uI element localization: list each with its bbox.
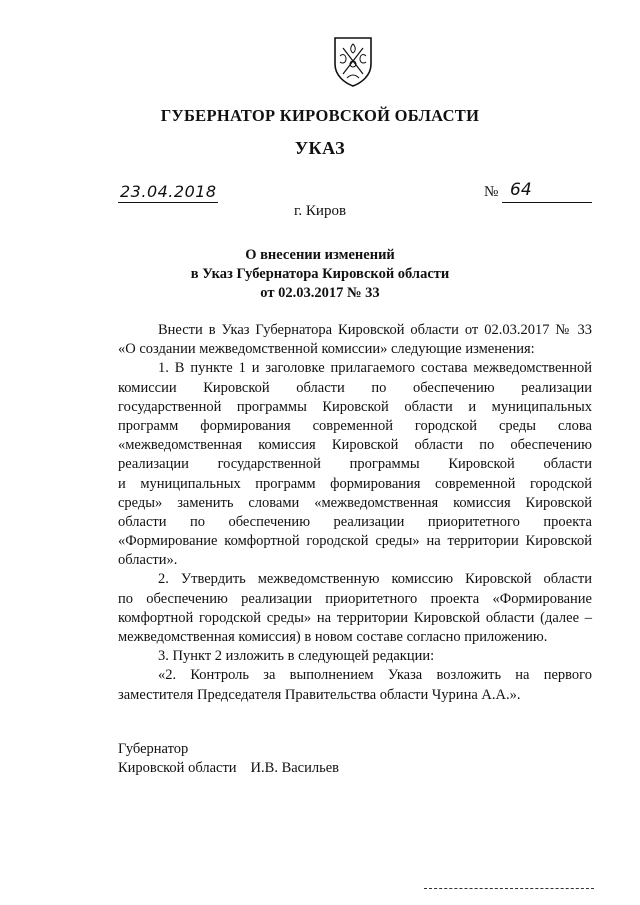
body-line: комиссии Кировской области по обеспечению реализации xyxy=(118,379,592,396)
body-line: области по обеспечению реализации приоритетного проекта xyxy=(118,513,592,530)
signature-block xyxy=(118,740,339,778)
body-line: среды» заменить словами «межведомственная комиссия Кировской xyxy=(118,494,592,511)
subject-line: от 02.03.2017 № 33 xyxy=(260,285,380,301)
body-line: заместителя Председателя Правительства области Чурина А.А.». xyxy=(118,686,521,703)
body-line: «межведомственная комиссия Кировской области по обеспечению xyxy=(118,437,592,454)
body-line: комфортной городской среды» на территории Кировской области (далее – xyxy=(118,609,592,626)
signatory-name: И.В. Васильев xyxy=(250,760,339,776)
body-line: 3. Пункт 2 изложить в следующей редакции: xyxy=(158,648,435,665)
number-sign: № xyxy=(484,184,499,200)
body-line: «Формирование комфортной городской среды» на территории Кировской xyxy=(118,533,592,550)
body-line: области». xyxy=(118,552,178,569)
body-line: программ формирования современной городской среды слова xyxy=(118,417,592,434)
document-date: 23.04.2018 xyxy=(120,182,217,201)
body-line: 2. Утвердить межведомственную комиссию Кировской области xyxy=(158,571,592,588)
document-type: УКАЗ xyxy=(294,138,346,158)
body-line: и муниципальных программ формирования современной городской xyxy=(118,475,592,492)
subject-line: в Указ Губернатора Кировской области xyxy=(190,266,450,282)
signatory-position: Губернатор xyxy=(118,741,189,757)
footer-rule xyxy=(424,888,594,889)
body-line: 1. В пункте 1 и заголовке прилагаемого состава межведомственной xyxy=(158,360,592,377)
signatory-region: Кировской области xyxy=(118,760,237,776)
document-subject xyxy=(0,246,640,303)
body-line: реализации государственной программы Кировской области xyxy=(118,456,592,473)
subject-line: О внесении изменений xyxy=(245,247,395,263)
body-line: Внести в Указ Губернатора Кировской области от 02.03.2017 № 33 xyxy=(158,322,592,338)
document-number: 64 xyxy=(510,180,532,200)
body-line: по обеспечению реализации приоритетного проекта «Формирование xyxy=(118,590,592,607)
coat-of-arms-icon xyxy=(331,34,375,88)
authority-title: ГУБЕРНАТОР КИРОВСКОЙ ОБЛАСТИ xyxy=(160,106,480,125)
city: г. Киров xyxy=(293,203,347,219)
body-line: «2. Контроль за выполнением Указа возложить на первого xyxy=(158,667,592,684)
body-line: межведомственная комиссия) в новом составе согласно приложению. xyxy=(118,629,548,645)
body-line: «О создании межведомственной комиссии» следующие изменения: xyxy=(118,341,535,358)
document-body xyxy=(118,321,592,705)
body-line: государственной программы Кировской области и муниципальных xyxy=(118,398,592,415)
